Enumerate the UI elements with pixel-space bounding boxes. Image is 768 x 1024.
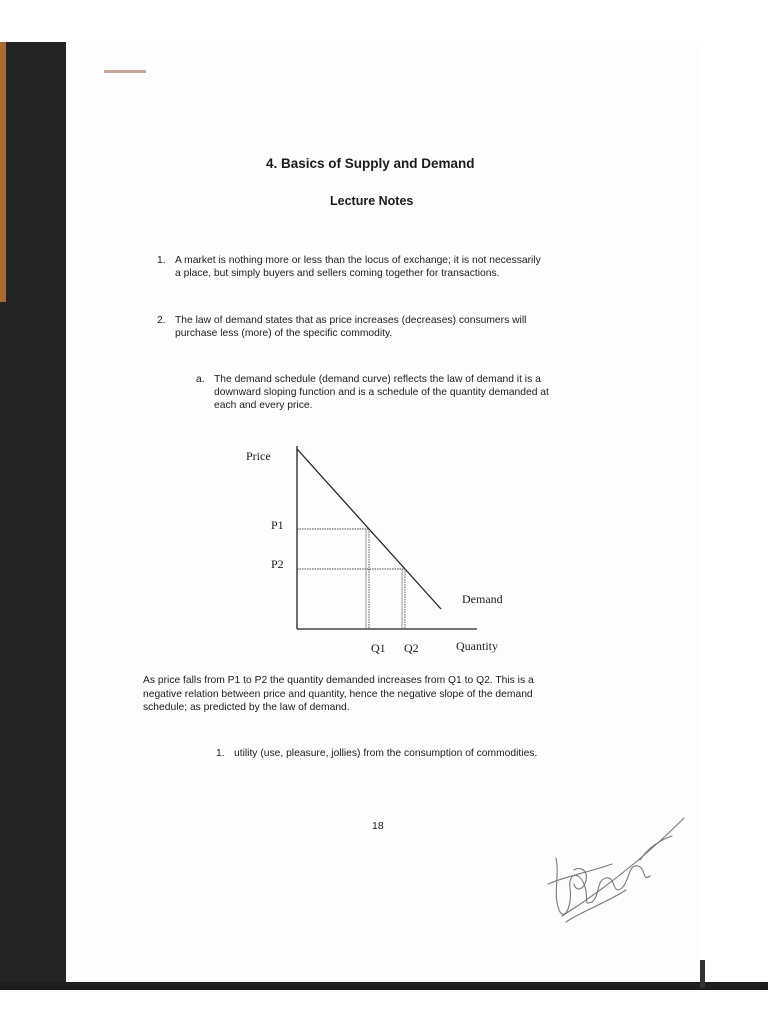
- sub-item-number: a.: [196, 374, 205, 385]
- x-tick-label-q1: Q1: [371, 641, 386, 655]
- paragraph-line: As price falls from P1 to P2 the quantity demanded increases from Q1 to Q2. This is a: [143, 675, 534, 686]
- x-tick-label-q2: Q2: [404, 641, 419, 655]
- list-item-line: The law of demand states that as price increases (decreases) consumers will: [175, 315, 527, 326]
- footnote-number: 1.: [216, 748, 225, 759]
- sub-item-line: The demand schedule (demand curve) reflects the law of demand it is a: [214, 374, 541, 385]
- page-number: 18: [372, 820, 384, 832]
- sub-item-line: downward sloping function and is a schedule of the quantity demanded at: [214, 387, 549, 398]
- footnote-text: utility (use, pleasure, jollies) from the consumption of commodities.: [234, 748, 538, 759]
- y-axis-label: Price: [246, 449, 271, 463]
- y-tick-label-p2: P2: [271, 557, 284, 571]
- list-item-number: 2.: [157, 315, 166, 326]
- list-item-number: 1.: [157, 255, 166, 266]
- y-tick-label-p1: P1: [271, 518, 284, 532]
- list-item-line: a place, but simply buyers and sellers coming together for transactions.: [175, 268, 500, 279]
- paragraph-line: negative relation between price and quantity, hence the negative slope of the demand: [143, 688, 533, 700]
- demand-curve-label: Demand: [462, 592, 503, 606]
- page-subtitle: Lecture Notes: [330, 194, 414, 208]
- paragraph-line: schedule; as predicted by the law of demand.: [143, 702, 350, 713]
- list-item-line: purchase less (more) of the specific commodity.: [175, 328, 393, 339]
- x-axis-label: Quantity: [456, 639, 498, 653]
- page-title: 4. Basics of Supply and Demand: [266, 156, 475, 171]
- list-item-line: A market is nothing more or less than the locus of exchange; it is not necessarily: [175, 255, 541, 266]
- sub-item-line: each and every price.: [214, 400, 313, 411]
